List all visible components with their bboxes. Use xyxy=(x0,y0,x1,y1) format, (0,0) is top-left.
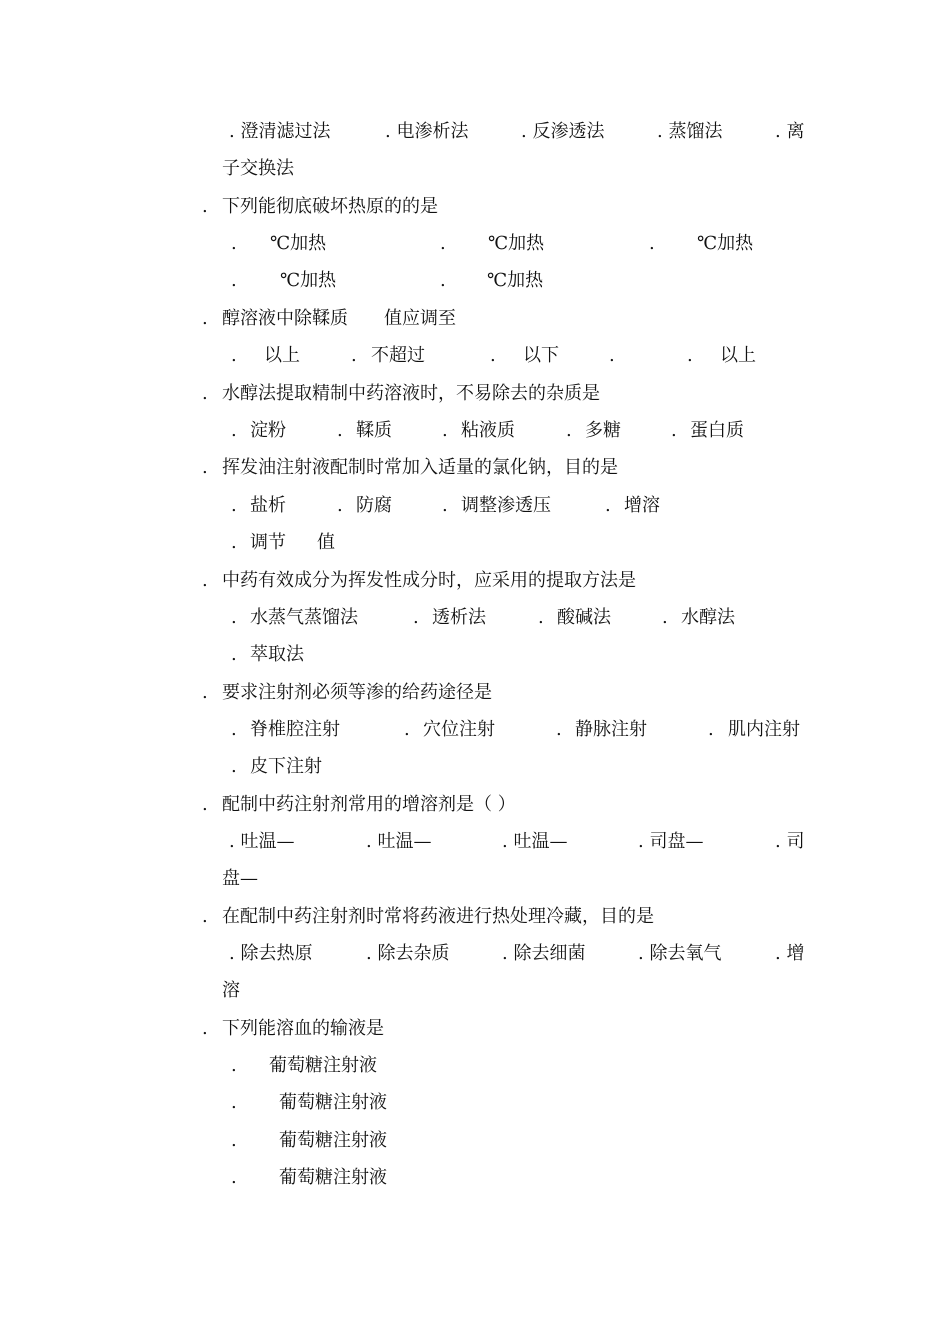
option-marker: . xyxy=(538,607,544,628)
option-text: ℃加热 xyxy=(488,233,545,254)
option-text: . 吐温— xyxy=(366,831,432,852)
option-text: . 司 xyxy=(775,831,805,852)
question-text: 下列能溶血的输液是 xyxy=(222,1018,384,1039)
option-text: 盘— xyxy=(222,868,258,889)
option-marker: . xyxy=(490,345,496,366)
option-text: . 除去杂质 xyxy=(366,943,450,964)
option-text: 盐析 xyxy=(250,495,286,516)
option-marker: . xyxy=(231,644,237,665)
option-marker: . xyxy=(566,420,572,441)
option-text: 调整渗透压 xyxy=(461,495,551,516)
option-text: 粘液质 xyxy=(461,420,515,441)
question-marker: . xyxy=(202,196,208,217)
option-text: 值 xyxy=(317,532,335,553)
option-marker: . xyxy=(662,607,668,628)
option-text: 多糖 xyxy=(585,420,621,441)
option-text: . 除去细菌 xyxy=(502,943,586,964)
option-text: 增溶 xyxy=(624,495,660,516)
option-marker: . xyxy=(231,756,237,777)
option-text: . 司盘— xyxy=(638,831,704,852)
option-text: 淀粉 xyxy=(250,420,286,441)
question-marker: . xyxy=(202,570,208,591)
option-text: ℃加热 xyxy=(270,233,327,254)
question-text: 挥发油注射液配制时常加入适量的氯化钠，目的是 xyxy=(222,457,618,478)
option-marker: . xyxy=(231,719,237,740)
option-text: 水蒸气蒸馏法 xyxy=(250,607,358,628)
option-marker: . xyxy=(231,270,237,291)
option-text: . 电渗析法 xyxy=(385,121,469,142)
option-text: . 除去氧气 xyxy=(638,943,722,964)
option-text: 葡萄糖注射液 xyxy=(279,1167,387,1188)
option-text: 子交换法 xyxy=(222,158,294,179)
option-marker: . xyxy=(404,719,410,740)
option-marker: . xyxy=(231,495,237,516)
option-text: . 吐温— xyxy=(229,831,295,852)
option-text: 防腐 xyxy=(356,495,392,516)
option-text: . 吐温— xyxy=(502,831,568,852)
option-marker: . xyxy=(708,719,714,740)
option-marker: . xyxy=(231,532,237,553)
question-marker: . xyxy=(202,1018,208,1039)
option-text: 溶 xyxy=(222,980,240,1001)
option-text: 鞣质 xyxy=(356,420,392,441)
option-text: 萃取法 xyxy=(250,644,304,665)
option-marker: . xyxy=(440,233,446,254)
option-text: 皮下注射 xyxy=(250,756,322,777)
option-text: ℃加热 xyxy=(280,270,337,291)
option-text: 透析法 xyxy=(432,607,486,628)
question-marker: . xyxy=(202,794,208,815)
option-text: 以下 xyxy=(523,345,559,366)
option-text: 水醇法 xyxy=(681,607,735,628)
question-marker: . xyxy=(202,906,208,927)
option-marker: . xyxy=(231,420,237,441)
question-text: 下列能彻底破坏热原的的是 xyxy=(222,196,438,217)
option-text: 调节 xyxy=(250,532,286,553)
option-text: 酸碱法 xyxy=(557,607,611,628)
option-marker: . xyxy=(671,420,677,441)
question-marker: . xyxy=(202,457,208,478)
option-text: 葡萄糖注射液 xyxy=(269,1055,377,1076)
option-marker: . xyxy=(231,1055,237,1076)
option-marker: . xyxy=(231,233,237,254)
question-text: 在配制中药注射剂时常将药液进行热处理冷藏，目的是 xyxy=(222,906,654,927)
option-marker: . xyxy=(231,1092,237,1113)
option-text: 肌内注射 xyxy=(728,719,800,740)
question-text: 值应调至 xyxy=(384,308,456,329)
option-text: . 反渗透法 xyxy=(521,121,605,142)
option-marker: . xyxy=(231,1130,237,1151)
option-text: . 除去热原 xyxy=(229,943,313,964)
option-marker: . xyxy=(231,607,237,628)
option-marker: . xyxy=(605,495,611,516)
question-marker: . xyxy=(202,308,208,329)
option-marker: . xyxy=(442,420,448,441)
option-text: ℃加热 xyxy=(697,233,754,254)
option-text: 葡萄糖注射液 xyxy=(279,1092,387,1113)
option-marker: . xyxy=(231,345,237,366)
option-marker: . xyxy=(556,719,562,740)
option-marker: . xyxy=(442,495,448,516)
question-marker: . xyxy=(202,383,208,404)
option-marker: . xyxy=(440,270,446,291)
option-text: 以上 xyxy=(720,345,756,366)
option-marker: . xyxy=(609,345,615,366)
option-text: . 增 xyxy=(775,943,805,964)
question-text: 要求注射剂必须等渗的给药途径是 xyxy=(222,682,492,703)
option-text: 穴位注射 xyxy=(423,719,495,740)
option-marker: . xyxy=(337,420,343,441)
option-text: 蛋白质 xyxy=(690,420,744,441)
option-text: ℃加热 xyxy=(487,270,544,291)
option-marker: . xyxy=(351,345,357,366)
question-text: 醇溶液中除鞣质 xyxy=(222,308,348,329)
option-marker: . xyxy=(231,1167,237,1188)
option-text: . 澄清滤过法 xyxy=(229,121,331,142)
option-marker: . xyxy=(413,607,419,628)
option-marker: . xyxy=(337,495,343,516)
option-marker: . xyxy=(649,233,655,254)
option-text: 不超过 xyxy=(371,345,425,366)
option-text: 脊椎腔注射 xyxy=(250,719,340,740)
option-text: . 离 xyxy=(775,121,805,142)
question-marker: . xyxy=(202,682,208,703)
question-text: 中药有效成分为挥发性成分时，应采用的提取方法是 xyxy=(222,570,636,591)
option-text: 静脉注射 xyxy=(575,719,647,740)
option-text: 葡萄糖注射液 xyxy=(279,1130,387,1151)
option-text: 以上 xyxy=(264,345,300,366)
option-text: . 蒸馏法 xyxy=(657,121,723,142)
question-text: 配制中药注射剂常用的增溶剂是（ ） xyxy=(222,794,516,815)
option-marker: . xyxy=(687,345,693,366)
question-text: 水醇法提取精制中药溶液时，不易除去的杂质是 xyxy=(222,383,600,404)
